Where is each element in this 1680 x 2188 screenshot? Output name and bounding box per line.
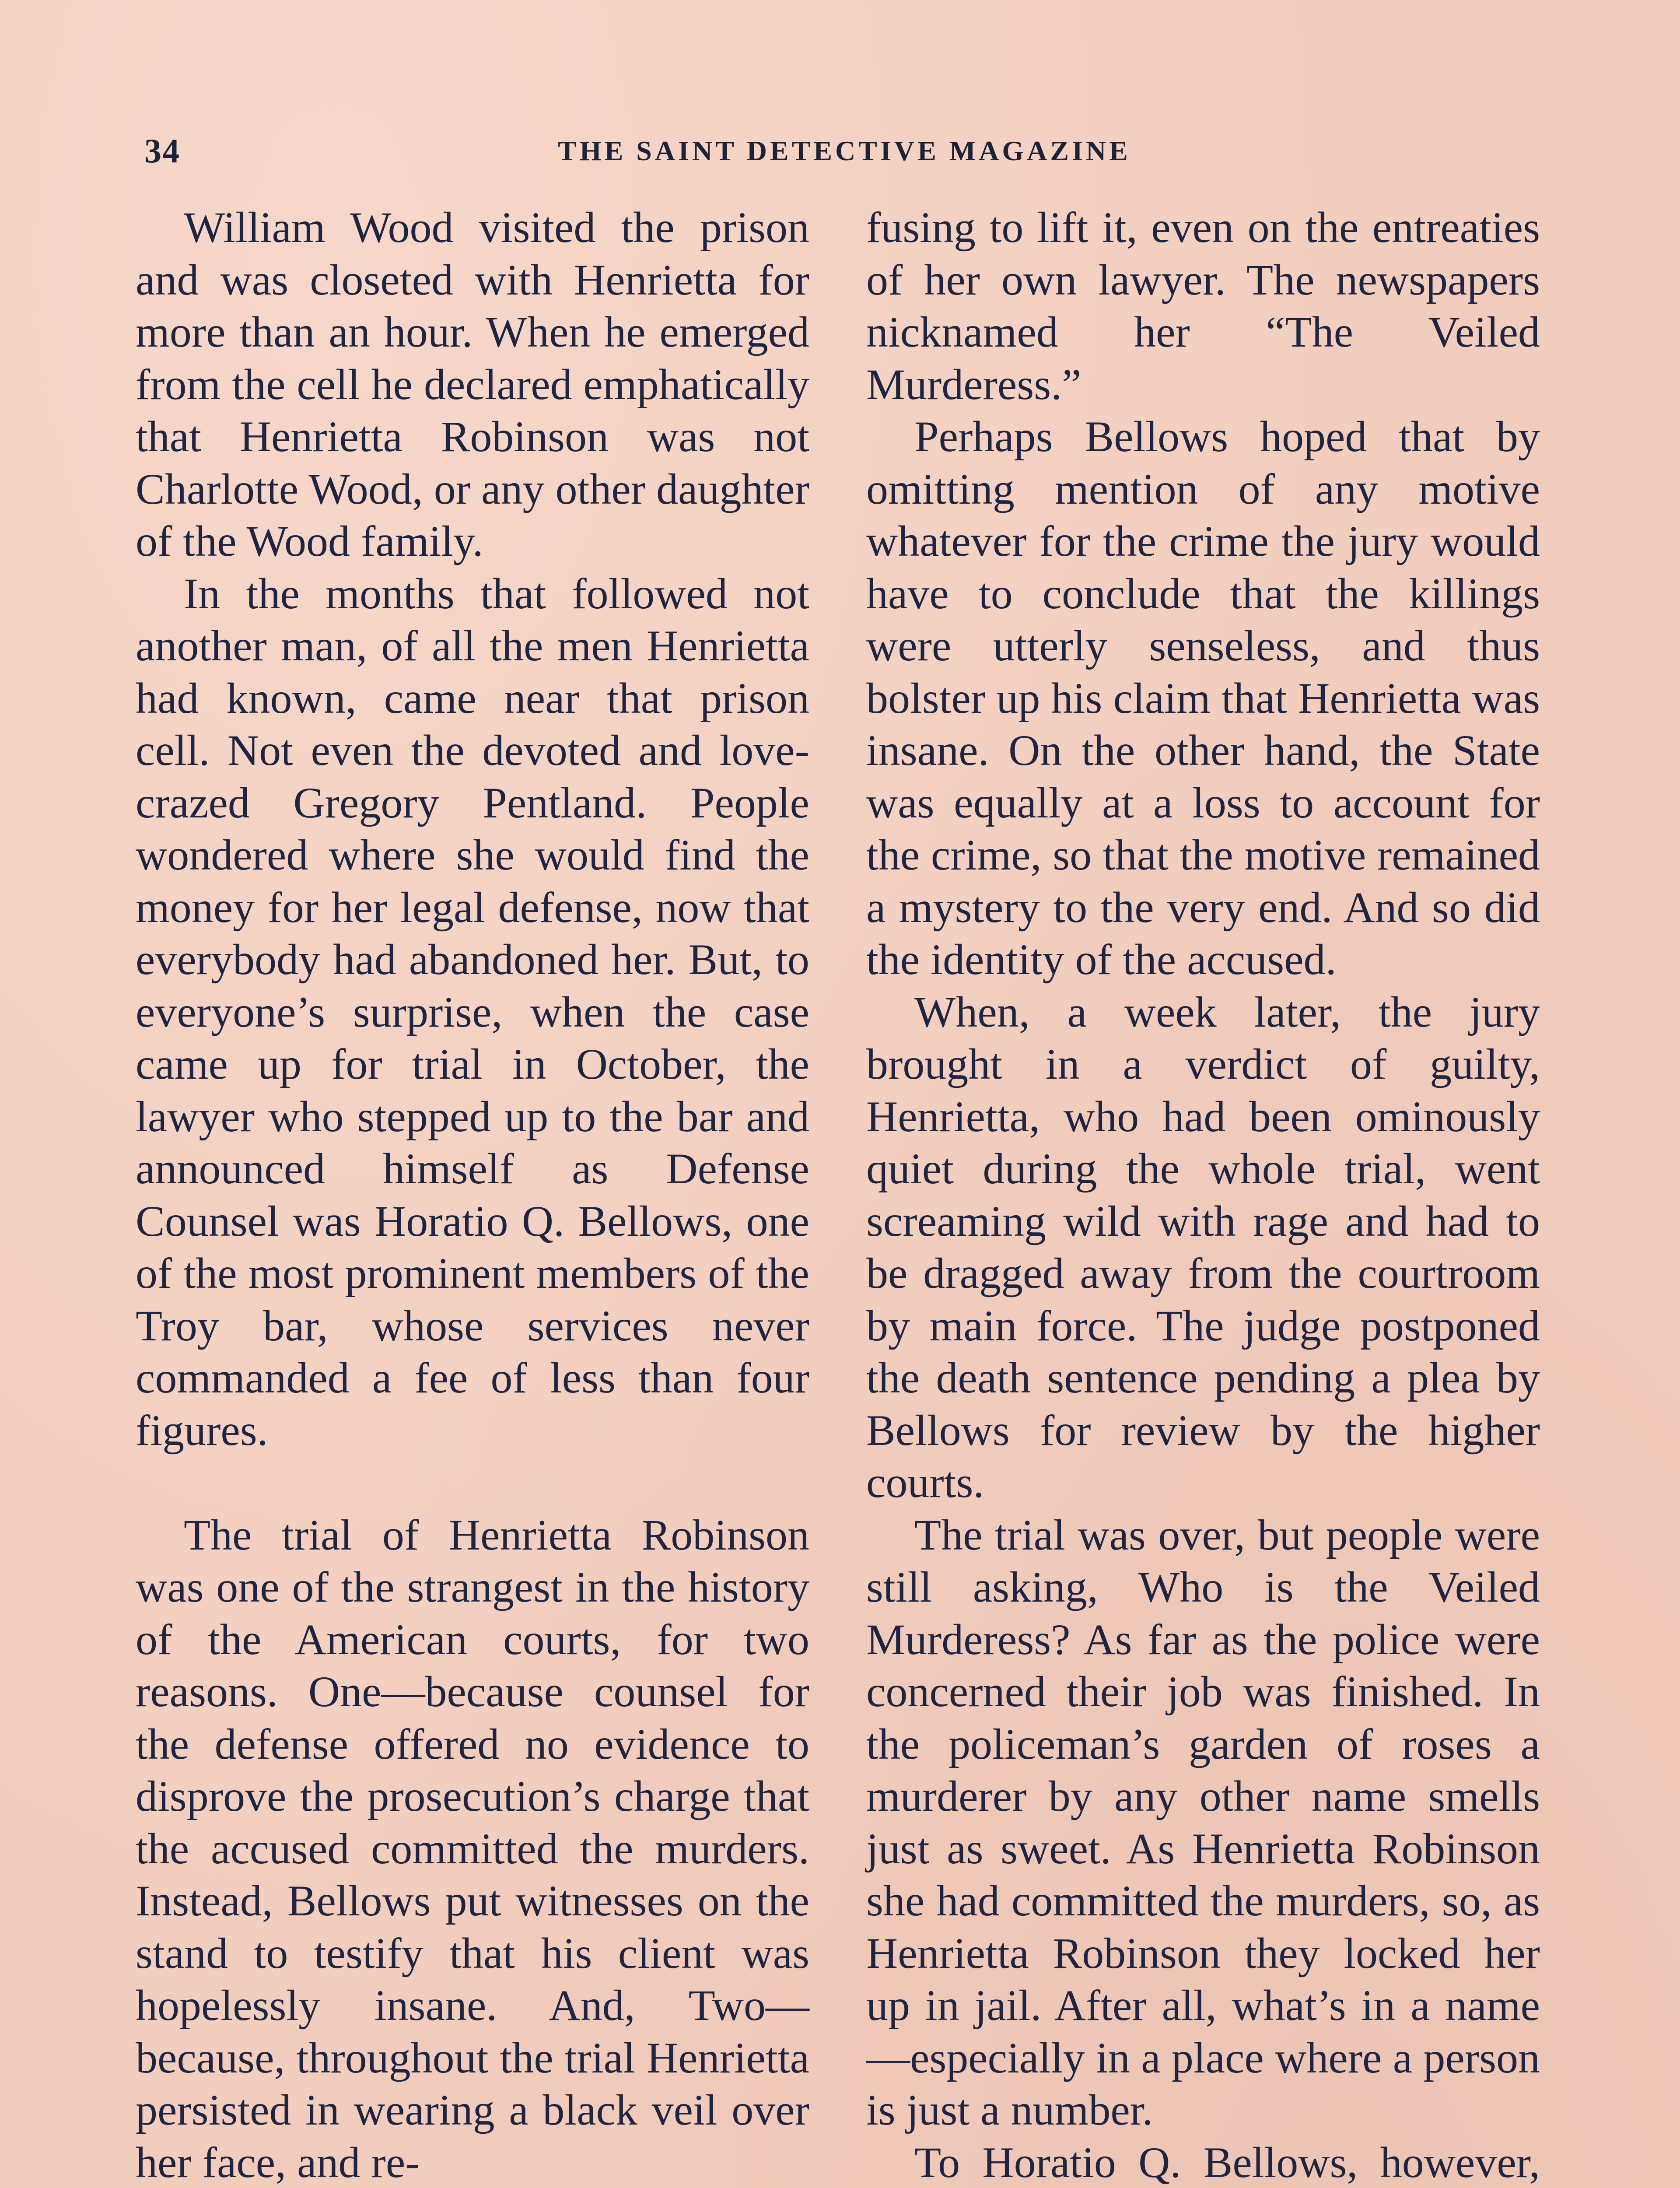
paragraph: The trial of Henrietta Robinson was one of the strangest in the history of the American courts, for two reasons. One—because counsel for the defense offered no evidence to disprove the prosecution’s charge that the accused committed the murders. Instead, Bellows put witnesses on the stand to testify that his client was hopelessly insane. And, Two—because, throughout the trial Henrietta persisted in wearing a black veil over her face, and re- [136, 1510, 809, 2187]
page-number: 34 [144, 132, 180, 170]
paragraph: Perhaps Bellows hoped that by omitting mention of any motive whatever for the crime the jury would have to conclude that the killings were utterly senseless, and thus bolster up his claim that Henrietta was insane. On the other hand, the State was equally at a loss to account for the crime, so that the motive remained a mystery to the very end. And so did the identity of the accused. [866, 412, 1540, 984]
paragraph: fusing to lift it, even on the entreaties of her own lawyer. The newspapers nicknamed her “The Veiled Murderess.” [866, 203, 1540, 409]
left-column [136, 201, 809, 2188]
paragraph: The trial was over, but people were still asking, Who is the Veiled Murderess? As far as the police were concerned their job was finished. In the policeman’s garden of roses a murderer by any other name smells just as sweet. As Henrietta Robinson she had committed the murders, so, as Henrietta Robinson they locked her up in jail. After all, what’s in a name—especially in a place where a person is just a number. [866, 1510, 1540, 2134]
running-head: THE SAINT DETECTIVE MAGAZINE [558, 135, 1131, 166]
paragraph: To Horatio Q. Bellows, however, [914, 2138, 1540, 2187]
paragraph: When, a week later, the jury brought in a verdict of guilty, Henrietta, who had been ominously quiet during the whole trial, went screaming wild with rage and had to be dragged away from the courtroom by main force. The judge postponed the death sentence pending a plea by Bellows for review by the higher courts. [866, 987, 1540, 1507]
paragraph: William Wood visited the prison and was closeted with Henrietta for more than an hour. When he emerged from the cell he declared emphatically that Henrietta Robinson was not Charlotte Wood, or any other daughter of the Wood family. [136, 203, 809, 565]
page-header [144, 131, 1544, 179]
right-column [866, 201, 1540, 2188]
paragraph: In the months that followed not another man, of all the men Henrietta had known, came near that prison cell. Not even the devoted and love-crazed Gregory Pentland. People wondered where she would find the money for her legal defense, now that everybody had abandoned her. But, to everyone’s surprise, when the case came up for trial in October, the lawyer who stepped up to the bar and announced himself as Defense Counsel was Horatio Q. Bellows, one of the most prominent members of the Troy bar, whose services never commanded a fee of less than four figures. [136, 569, 809, 1455]
